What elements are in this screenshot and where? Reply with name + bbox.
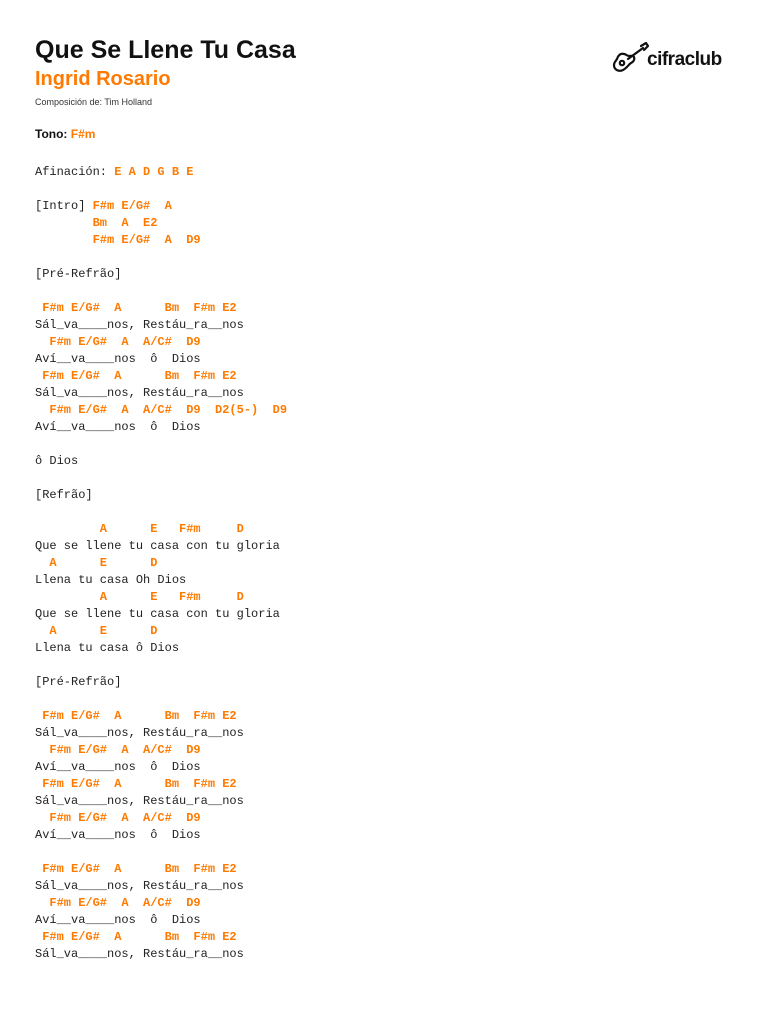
cifraclub-logo[interactable]	[610, 40, 722, 80]
chord-line	[35, 181, 287, 198]
chord-line[interactable]: F#m E/G# A Bm F#m E2	[35, 301, 237, 315]
lyric-line: Llena tu casa Oh Dios	[35, 573, 187, 587]
blank-line	[35, 844, 287, 861]
chord-line[interactable]: F#m E/G# A Bm F#m E2	[35, 709, 237, 723]
blank-line	[35, 436, 287, 453]
blank-line	[35, 504, 287, 521]
chord-line[interactable]: F#m E/G# A Bm F#m E2	[35, 862, 237, 876]
tuning-notes[interactable]: E A D G B E	[114, 165, 194, 179]
lyric-line: Sál_va____nos, Restáu_ra__nos	[35, 386, 244, 400]
lyric-line: Aví__va____nos ô Dios	[35, 913, 201, 927]
lyric-line: Llena tu casa ô Dios	[35, 641, 180, 655]
chord-line[interactable]: A E D	[35, 556, 158, 570]
lyric-line: Sál_va____nos, Restáu_ra__nos	[35, 794, 244, 808]
composer-credit: Composición de: Tim Holland	[35, 97, 153, 107]
chord-line[interactable]: F#m E/G# A A/C# D9	[35, 743, 201, 757]
chord-line[interactable]: F#m E/G# A Bm F#m E2	[35, 930, 237, 944]
artist-name[interactable]: Ingrid Rosario	[35, 68, 171, 90]
section-heading: [Pré-Refrão]	[35, 267, 122, 281]
intro-line	[35, 198, 287, 215]
lyric-line: ô Dios	[35, 454, 79, 468]
tuning-line	[35, 164, 287, 181]
section-heading: [Refrão]	[35, 488, 93, 502]
lyric-line: Sál_va____nos, Restáu_ra__nos	[35, 947, 244, 961]
blank-line	[35, 249, 287, 266]
lyric-line: Sál_va____nos, Restáu_ra__nos	[35, 726, 244, 740]
section-heading: [Pré-Refrão]	[35, 675, 122, 689]
chord-line[interactable]: F#m E/G# A Bm F#m E2	[35, 369, 237, 383]
chord-line[interactable]: F#m E/G# A A/C# D9	[35, 335, 201, 349]
chord-line[interactable]: F#m E/G# A	[92, 199, 172, 213]
blank-line	[35, 657, 287, 674]
chord-line[interactable]: A E F#m D	[35, 522, 244, 536]
lyric-line: Aví__va____nos ô Dios	[35, 352, 201, 366]
lyric-line: Aví__va____nos ô Dios	[35, 420, 201, 434]
key-info	[35, 127, 95, 141]
lyric-line: Sál_va____nos, Restáu_ra__nos	[35, 879, 244, 893]
tuning-label: Afinación:	[35, 165, 115, 179]
key-value[interactable]: F#m	[70, 127, 96, 141]
chord-line[interactable]: F#m E/G# A D9	[35, 233, 201, 247]
chord-line[interactable]: Bm A E2	[35, 216, 158, 230]
logo-text: cifraclub	[647, 49, 722, 70]
chord-line[interactable]: F#m E/G# A A/C# D9	[35, 896, 201, 910]
chord-sheet	[35, 164, 287, 963]
song-title: Que Se Llene Tu Casa	[35, 36, 296, 64]
song-header	[35, 34, 296, 92]
guitar-icon	[610, 40, 650, 80]
chord-line[interactable]: A E F#m D	[35, 590, 244, 604]
lyric-line: Aví__va____nos ô Dios	[35, 760, 201, 774]
lyric-line: Que se llene tu casa con tu gloria	[35, 539, 280, 553]
blank-line	[35, 283, 287, 300]
lyric-line: Que se llene tu casa con tu gloria	[35, 607, 280, 621]
blank-line	[35, 470, 287, 487]
chord-line[interactable]: F#m E/G# A Bm F#m E2	[35, 777, 237, 791]
key-label: Tono:	[35, 127, 68, 141]
chord-line[interactable]: F#m E/G# A A/C# D9	[35, 811, 201, 825]
lyric-line: Aví__va____nos ô Dios	[35, 828, 201, 842]
chord-line[interactable]: F#m E/G# A A/C# D9 D2(5-) D9	[35, 403, 288, 417]
sheet-lines	[35, 181, 287, 963]
lyric-line: Sál_va____nos, Restáu_ra__nos	[35, 318, 244, 332]
blank-line	[35, 691, 287, 708]
chord-line[interactable]: A E D	[35, 624, 158, 638]
section-label: [Intro]	[35, 199, 93, 213]
